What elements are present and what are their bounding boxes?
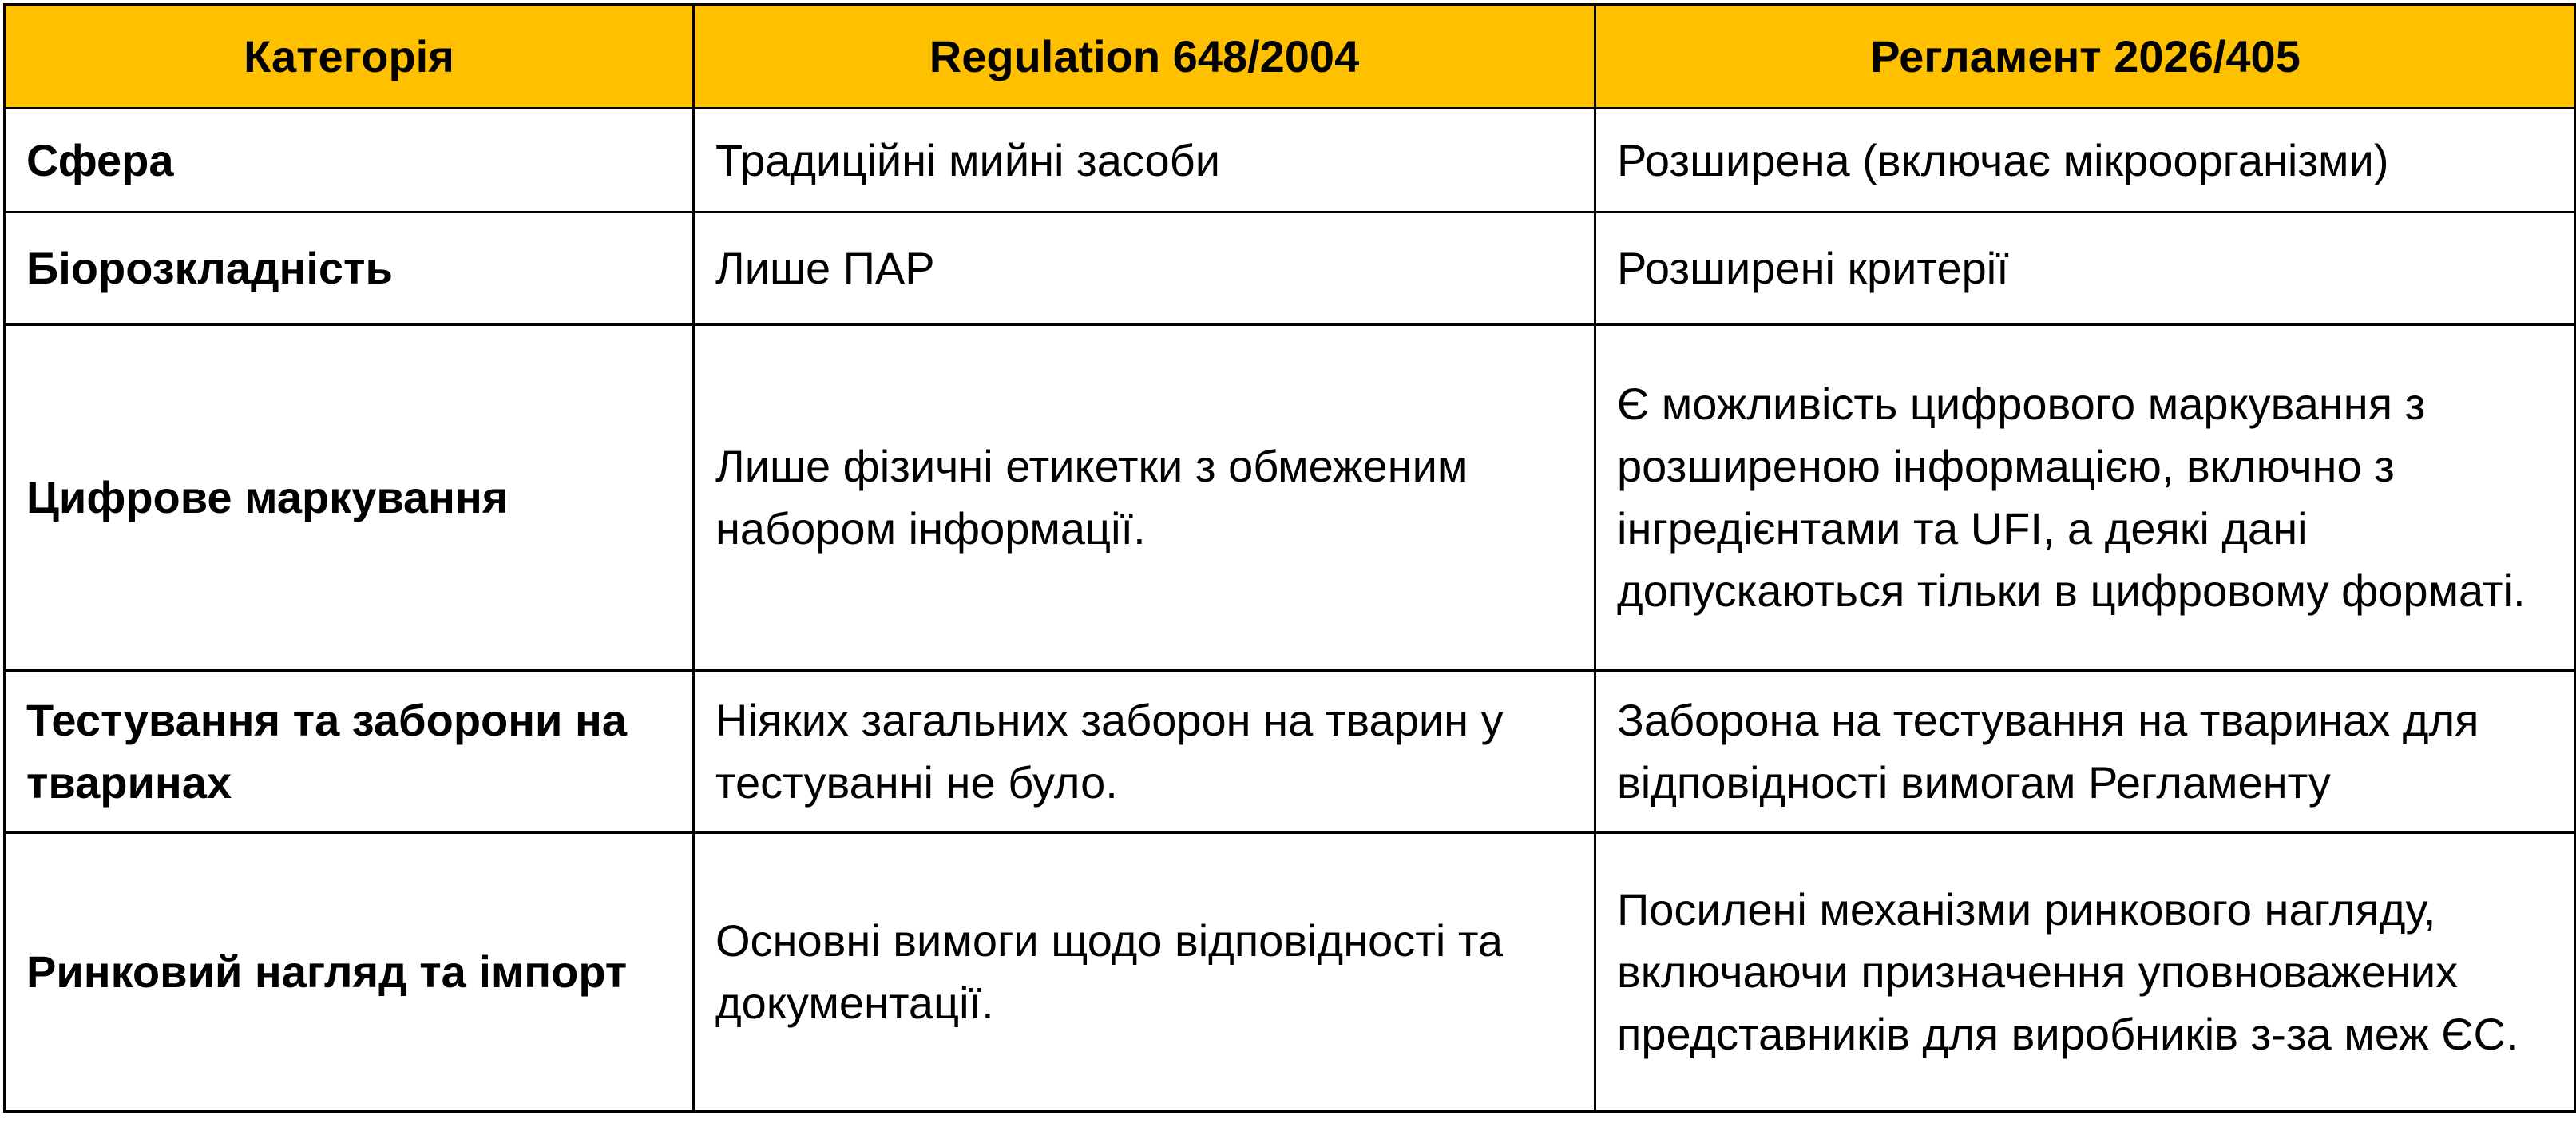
row-old-value: Ніяких загальних заборон на тварин у тестуванні не було. — [694, 671, 1595, 833]
table-row — [5, 325, 2576, 671]
row-new-value: Розширена (включає мікроорганізми) — [1595, 109, 2576, 212]
row-old-value: Традиційні мийні засоби — [694, 109, 1595, 212]
row-category: Ринковий нагляд та імпорт — [5, 833, 694, 1112]
header-row — [5, 5, 2576, 109]
table-row — [5, 212, 2576, 325]
row-old-value: Лише фізичні етикетки з обмеженим набором інформації. — [694, 325, 1595, 671]
table-body — [5, 109, 2576, 1112]
row-old-value: Лише ПАР — [694, 212, 1595, 325]
comparison-table — [3, 3, 2576, 1113]
row-category: Цифрове маркування — [5, 325, 694, 671]
row-category: Біорозкладність — [5, 212, 694, 325]
row-category: Тестування та заборони на тваринах — [5, 671, 694, 833]
table-header — [5, 5, 2576, 109]
header-regulation-2026-405: Регламент 2026/405 — [1595, 5, 2576, 109]
row-category: Сфера — [5, 109, 694, 212]
row-old-value: Основні вимоги щодо відповідності та документації. — [694, 833, 1595, 1112]
row-new-value: Розширені критерії — [1595, 212, 2576, 325]
table-row — [5, 833, 2576, 1112]
table-row — [5, 671, 2576, 833]
row-new-value: Посилені механізми ринкового нагляду, включаючи призначення уповноважених представників для виробників з-за меж ЄС. — [1595, 833, 2576, 1112]
row-new-value: Заборона на тестування на тваринах для відповідності вимогам Регламенту — [1595, 671, 2576, 833]
header-regulation-648-2004: Regulation 648/2004 — [694, 5, 1595, 109]
table-row — [5, 109, 2576, 212]
header-category: Категорія — [5, 5, 694, 109]
row-new-value: Є можливість цифрового маркування з розширеною інформацією, включно з інгредієнтами та UFI, а деякі дані допускаються тільки в цифровому форматі. — [1595, 325, 2576, 671]
